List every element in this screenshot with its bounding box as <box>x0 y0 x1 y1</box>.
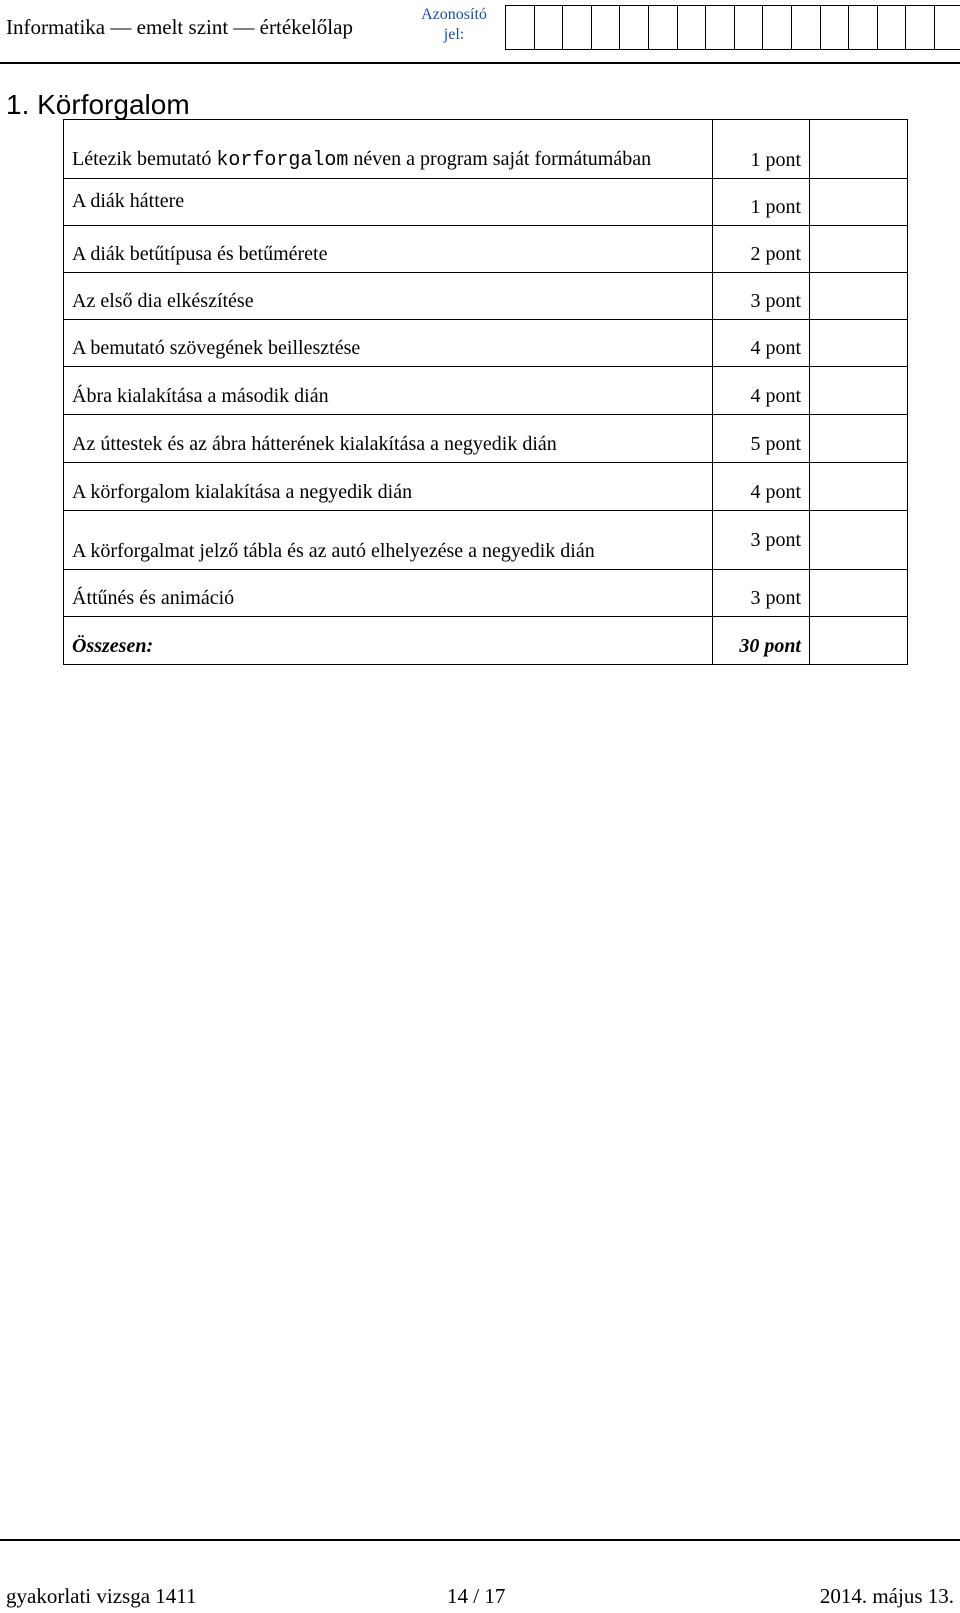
total-label: Összesen: <box>72 635 154 657</box>
awarded-cell <box>810 570 908 617</box>
awarded-cell <box>810 120 908 179</box>
id-code-box <box>562 5 592 50</box>
criterion-text: Ábra kialakítása a második dián <box>72 385 329 407</box>
points-value: 1 pont <box>750 149 801 171</box>
criterion-cell <box>64 463 713 511</box>
section-title: 1. Körforgalom <box>6 88 190 120</box>
total-row <box>64 617 908 665</box>
total-awarded-cell <box>810 617 908 665</box>
table-row <box>64 120 908 179</box>
awarded-cell <box>810 320 908 367</box>
id-code-box <box>848 5 878 50</box>
id-code-box <box>791 5 821 50</box>
criterion-cell <box>64 179 713 226</box>
points-cell <box>713 463 810 511</box>
points-cell <box>713 226 810 273</box>
id-code-box <box>905 5 935 50</box>
criterion-filename: korforgalom <box>216 149 349 172</box>
criterion-text: néven a program saját formátumában <box>348 148 652 170</box>
points-value: 4 pont <box>750 385 801 407</box>
total-points-cell <box>713 617 810 665</box>
criterion-text: Áttűnés és animáció <box>72 587 235 609</box>
criterion-text: Létezik bemutató <box>72 148 217 170</box>
criterion-cell <box>64 120 713 179</box>
scoring-table <box>63 119 908 665</box>
header-title: Informatika — emelt szint — értékelőlap <box>6 15 353 39</box>
page-header <box>0 0 960 64</box>
id-code-box <box>762 5 792 50</box>
criterion-text: A körforgalmat jelző tábla és az autó elhelyezése a negyedik dián <box>72 540 595 562</box>
table-row <box>64 511 908 570</box>
id-code-box <box>534 5 564 50</box>
id-code-box <box>734 5 764 50</box>
criterion-text: Az első dia elkészítése <box>72 290 254 312</box>
points-cell <box>713 415 810 463</box>
id-label-line-1: Azonosító <box>421 6 487 23</box>
criterion-text: Az úttestek és az ábra hátterének kialakítása a negyedik dián <box>72 433 557 455</box>
id-code-box <box>877 5 907 50</box>
id-code-box <box>619 5 649 50</box>
id-code-box <box>934 5 960 50</box>
points-cell <box>713 570 810 617</box>
table-row <box>64 320 908 367</box>
criterion-cell <box>64 511 713 570</box>
table-row <box>64 415 908 463</box>
awarded-cell <box>810 367 908 415</box>
criterion-cell <box>64 320 713 367</box>
table-row <box>64 463 908 511</box>
criterion-text: A diák betűtípusa és betűmérete <box>72 243 328 265</box>
points-cell <box>713 120 810 179</box>
points-value: 4 pont <box>750 481 801 503</box>
criterion-cell <box>64 415 713 463</box>
header-rule <box>0 62 960 64</box>
table-row <box>64 179 908 226</box>
id-label-line-2: jel: <box>443 26 465 43</box>
criterion-cell <box>64 226 713 273</box>
awarded-cell <box>810 226 908 273</box>
id-code-box <box>677 5 707 50</box>
points-value: 3 pont <box>750 290 801 312</box>
awarded-cell <box>810 463 908 511</box>
criterion-cell <box>64 273 713 320</box>
points-cell <box>713 273 810 320</box>
points-value: 2 pont <box>750 243 801 265</box>
total-label-cell <box>64 617 713 665</box>
footer-rule <box>0 1539 960 1541</box>
id-code-box <box>505 5 535 50</box>
criterion-text: A bemutató szövegének beillesztése <box>72 337 361 359</box>
exam-date: 2014. május 13. <box>819 1584 954 1608</box>
id-code-boxes <box>506 5 960 50</box>
points-cell <box>713 511 810 570</box>
points-value: 3 pont <box>750 528 801 551</box>
table-row <box>64 570 908 617</box>
id-label <box>412 5 496 45</box>
table-row <box>64 367 908 415</box>
id-code-box <box>648 5 678 50</box>
awarded-cell <box>810 179 908 226</box>
exam-code: gyakorlati vizsga 1411 <box>6 1584 197 1608</box>
criterion-cell <box>64 367 713 415</box>
points-cell <box>713 367 810 415</box>
points-cell <box>713 320 810 367</box>
page-number: 14 / 17 <box>447 1584 506 1608</box>
awarded-cell <box>810 273 908 320</box>
total-points: 30 pont <box>739 635 801 657</box>
criterion-text: A körforgalom kialakítása a negyedik dián <box>72 481 413 503</box>
id-code-box <box>591 5 621 50</box>
awarded-cell <box>810 511 908 570</box>
points-value: 1 pont <box>750 196 801 218</box>
id-code-box <box>705 5 735 50</box>
points-value: 5 pont <box>750 433 801 455</box>
points-value: 4 pont <box>750 337 801 359</box>
criterion-text: A diák háttere <box>72 190 185 212</box>
table-row <box>64 226 908 273</box>
points-value: 3 pont <box>750 587 801 609</box>
criterion-cell <box>64 570 713 617</box>
id-code-box <box>820 5 850 50</box>
points-cell <box>713 179 810 226</box>
table-row <box>64 273 908 320</box>
awarded-cell <box>810 415 908 463</box>
